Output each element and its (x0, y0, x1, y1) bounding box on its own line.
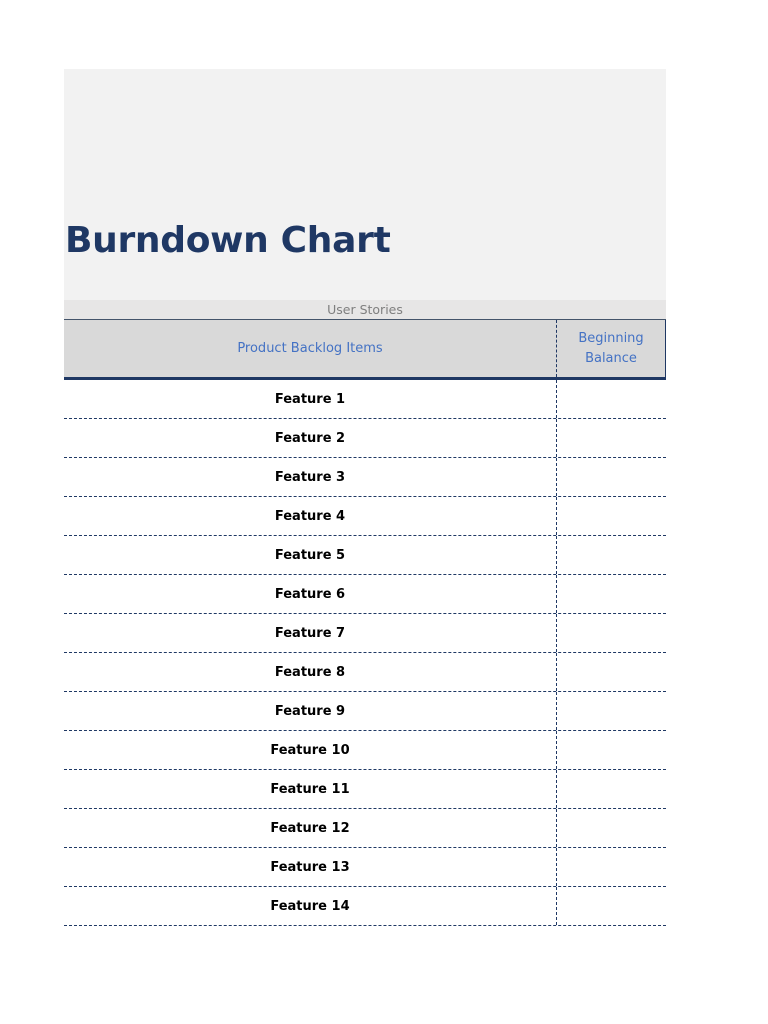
beginning-balance-cell[interactable] (557, 458, 666, 496)
table-row (64, 809, 666, 848)
table-row (64, 458, 666, 497)
backlog-item-cell[interactable]: Feature 12 (64, 809, 557, 847)
table-row (64, 614, 666, 653)
beginning-balance-cell[interactable] (557, 809, 666, 847)
group-header-label: User Stories (327, 302, 403, 317)
beginning-balance-cell[interactable] (557, 848, 666, 886)
beginning-balance-cell[interactable] (557, 536, 666, 574)
spreadsheet (64, 69, 666, 926)
backlog-item-cell[interactable]: Feature 8 (64, 653, 557, 691)
title-banner (64, 69, 666, 300)
table-row (64, 380, 666, 419)
backlog-item-cell[interactable]: Feature 1 (64, 380, 557, 418)
column-header-items[interactable]: Product Backlog Items (64, 320, 557, 377)
table-row (64, 419, 666, 458)
beginning-balance-cell[interactable] (557, 653, 666, 691)
backlog-item-cell[interactable]: Feature 11 (64, 770, 557, 808)
beginning-balance-cell[interactable] (557, 575, 666, 613)
backlog-item-cell[interactable]: Feature 5 (64, 536, 557, 574)
backlog-item-cell[interactable]: Feature 7 (64, 614, 557, 652)
backlog-item-cell[interactable]: Feature 14 (64, 887, 557, 925)
beginning-balance-cell[interactable] (557, 692, 666, 730)
beginning-balance-cell[interactable] (557, 614, 666, 652)
column-header-row (64, 320, 666, 380)
backlog-item-cell[interactable]: Feature 13 (64, 848, 557, 886)
table-row (64, 731, 666, 770)
table-row (64, 653, 666, 692)
table-row (64, 770, 666, 809)
table-row (64, 848, 666, 887)
beginning-balance-cell[interactable] (557, 380, 666, 418)
column-header-balance[interactable]: Beginning Balance (557, 320, 666, 377)
backlog-item-cell[interactable]: Feature 10 (64, 731, 557, 769)
beginning-balance-cell[interactable] (557, 731, 666, 769)
beginning-balance-cell[interactable] (557, 497, 666, 535)
group-header (64, 300, 666, 320)
table-row (64, 692, 666, 731)
backlog-item-cell[interactable]: Feature 9 (64, 692, 557, 730)
backlog-item-cell[interactable]: Feature 4 (64, 497, 557, 535)
table-row (64, 887, 666, 926)
page-title: Burndown Chart (65, 220, 391, 261)
table-row (64, 575, 666, 614)
backlog-table-body (64, 380, 666, 926)
beginning-balance-cell[interactable] (557, 419, 666, 457)
backlog-item-cell[interactable]: Feature 3 (64, 458, 557, 496)
beginning-balance-cell[interactable] (557, 887, 666, 925)
table-row (64, 536, 666, 575)
table-row (64, 497, 666, 536)
backlog-item-cell[interactable]: Feature 2 (64, 419, 557, 457)
backlog-item-cell[interactable]: Feature 6 (64, 575, 557, 613)
beginning-balance-cell[interactable] (557, 770, 666, 808)
